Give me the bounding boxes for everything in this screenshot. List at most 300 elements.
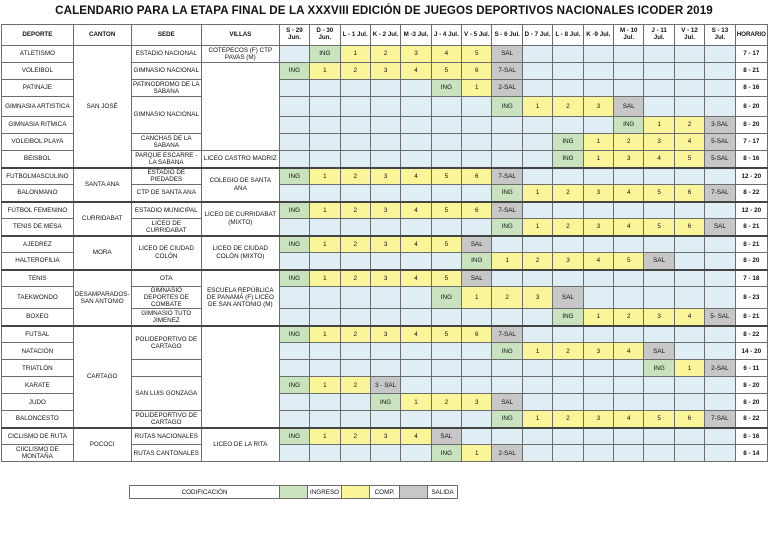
day-cell: 1 xyxy=(522,411,552,428)
canton-cell: SANTA ANA xyxy=(73,168,131,202)
day-cell: 4 xyxy=(401,202,431,219)
day-cell xyxy=(431,411,461,428)
day-cell xyxy=(583,117,613,134)
day-cell xyxy=(310,80,340,97)
day-cell: 4 xyxy=(401,236,431,253)
horario-cell: 12 - 20 xyxy=(735,202,767,219)
legend-comp-swatch xyxy=(342,486,370,499)
deporte-cell: TENIS DE MESA xyxy=(2,219,74,236)
day-cell xyxy=(340,309,370,326)
day-cell: 1 xyxy=(674,360,704,377)
day-cell xyxy=(492,428,522,445)
day-cell xyxy=(340,445,370,462)
day-cell xyxy=(705,377,735,394)
day-cell: 1 xyxy=(310,270,340,287)
day-cell xyxy=(370,80,400,97)
day-cell: ING xyxy=(462,253,492,270)
day-cell xyxy=(279,134,309,151)
day-cell: ING xyxy=(279,326,309,343)
header-day: V - 12 Jul. xyxy=(674,25,704,46)
day-cell xyxy=(705,270,735,287)
day-cell xyxy=(310,309,340,326)
day-cell xyxy=(310,185,340,202)
day-cell: ING xyxy=(310,46,340,63)
day-cell xyxy=(310,253,340,270)
deporte-cell: VOLEIBOL xyxy=(2,63,74,80)
header-canton: CANTON xyxy=(73,25,131,46)
day-cell xyxy=(522,428,552,445)
day-cell: 1 xyxy=(583,151,613,168)
deporte-cell: FÚTBOL FEMENINO xyxy=(2,202,74,219)
day-cell: 4 xyxy=(401,63,431,80)
day-cell: 3 xyxy=(614,151,644,168)
day-cell: 6 xyxy=(674,219,704,236)
day-cell xyxy=(674,377,704,394)
sede-cell: RUTAS CANTONALES xyxy=(131,445,201,462)
day-cell xyxy=(705,445,735,462)
day-cell xyxy=(492,360,522,377)
villa-cell: COTEPECOS (F) CTP PAVAS (M) xyxy=(201,46,279,63)
day-cell xyxy=(705,97,735,117)
villa-cell: ESCUELA REPÚBLICA DE PANAMÁ (F) LICEO DE SAN ANTONIO (M) xyxy=(201,270,279,326)
day-cell xyxy=(401,219,431,236)
day-cell xyxy=(674,97,704,117)
day-cell xyxy=(583,326,613,343)
day-cell: 5 xyxy=(614,253,644,270)
day-cell: 1 xyxy=(522,219,552,236)
day-cell xyxy=(310,411,340,428)
horario-cell: 8 - 20 xyxy=(735,117,767,134)
table-row xyxy=(2,168,768,185)
day-cell xyxy=(340,80,370,97)
day-cell: 5 xyxy=(644,185,674,202)
day-cell: ING xyxy=(553,309,583,326)
day-cell: 4 xyxy=(614,185,644,202)
day-cell: 4 xyxy=(674,309,704,326)
day-cell: 4 xyxy=(614,219,644,236)
day-cell: 4 xyxy=(401,428,431,445)
villa-cell: COLEGIO DE SANTA ANA xyxy=(201,168,279,202)
day-cell xyxy=(644,236,674,253)
deporte-cell: NATACIÓN xyxy=(2,343,74,360)
header-day: D - 7 Jul. xyxy=(522,25,552,46)
deporte-cell: TRIATLÓN xyxy=(2,360,74,377)
day-cell: 3-SAL xyxy=(705,117,735,134)
day-cell xyxy=(340,411,370,428)
day-cell xyxy=(644,428,674,445)
day-cell xyxy=(644,46,674,63)
day-cell: SAL xyxy=(705,219,735,236)
day-cell: 2 xyxy=(431,394,461,411)
day-cell xyxy=(583,168,613,185)
day-cell xyxy=(553,80,583,97)
day-cell: 4 xyxy=(431,46,461,63)
day-cell: 1 xyxy=(340,46,370,63)
day-cell: 5 xyxy=(431,63,461,80)
day-cell xyxy=(401,411,431,428)
legend-ingreso-swatch xyxy=(280,486,308,499)
day-cell: SAL xyxy=(462,236,492,253)
header-day: M -3 Jul. xyxy=(401,25,431,46)
day-cell: ING xyxy=(279,202,309,219)
sede-cell: PARQUE ESCARRE - LA SABANA xyxy=(131,151,201,168)
day-cell xyxy=(553,63,583,80)
day-cell xyxy=(401,151,431,168)
horario-cell: 8 - 16 xyxy=(735,80,767,97)
horario-cell: 8 - 20 xyxy=(735,394,767,411)
sede-cell: GIMNASIO TUTO JIMENEZ xyxy=(131,309,201,326)
day-cell xyxy=(492,151,522,168)
day-cell xyxy=(462,309,492,326)
day-cell xyxy=(370,97,400,117)
canton-cell: POCOCI xyxy=(73,428,131,462)
day-cell xyxy=(583,287,613,309)
day-cell xyxy=(462,360,492,377)
day-cell xyxy=(401,134,431,151)
day-cell: 5-SAL xyxy=(705,151,735,168)
day-cell xyxy=(705,287,735,309)
day-cell: 2 xyxy=(614,309,644,326)
horario-cell: 6 - 11 xyxy=(735,360,767,377)
day-cell: ING xyxy=(492,343,522,360)
horario-cell: 8 - 21 xyxy=(735,219,767,236)
day-cell xyxy=(279,80,309,97)
day-cell xyxy=(279,117,309,134)
deporte-cell: BALONCESTO xyxy=(2,411,74,428)
day-cell xyxy=(401,377,431,394)
day-cell: 3 xyxy=(370,168,400,185)
header-day: M - 10 Jul. xyxy=(614,25,644,46)
day-cell xyxy=(614,63,644,80)
day-cell: 2 xyxy=(553,97,583,117)
day-cell: 1 xyxy=(462,287,492,309)
legend-comp-label: COMP. xyxy=(370,486,400,499)
day-cell: ING xyxy=(431,287,461,309)
day-cell: ING xyxy=(431,445,461,462)
sede-cell xyxy=(131,360,201,377)
header-day: S - 13 Jul. xyxy=(705,25,735,46)
day-cell xyxy=(705,343,735,360)
day-cell xyxy=(614,46,644,63)
day-cell: 3 xyxy=(370,428,400,445)
day-cell xyxy=(522,445,552,462)
day-cell xyxy=(674,253,704,270)
day-cell: 1 xyxy=(401,394,431,411)
day-cell xyxy=(340,219,370,236)
day-cell: 7-SAL xyxy=(705,411,735,428)
day-cell: 2 xyxy=(614,134,644,151)
day-cell xyxy=(279,185,309,202)
header-day: S - 29 Jun. xyxy=(279,25,309,46)
day-cell: 3 xyxy=(583,411,613,428)
day-cell xyxy=(553,117,583,134)
day-cell xyxy=(705,326,735,343)
sede-cell: LICEO DE CURRIDABAT xyxy=(131,219,201,236)
day-cell xyxy=(310,134,340,151)
day-cell xyxy=(553,377,583,394)
day-cell xyxy=(431,151,461,168)
day-cell xyxy=(401,185,431,202)
day-cell: 5 xyxy=(431,326,461,343)
day-cell xyxy=(492,309,522,326)
day-cell xyxy=(401,117,431,134)
day-cell xyxy=(614,360,644,377)
day-cell xyxy=(553,168,583,185)
schedule-body xyxy=(2,46,768,462)
day-cell xyxy=(583,445,613,462)
sede-cell: RUTAS NACIONALES xyxy=(131,428,201,445)
day-cell: 3 xyxy=(462,394,492,411)
day-cell xyxy=(370,117,400,134)
day-cell: 4 xyxy=(674,134,704,151)
day-cell xyxy=(431,219,461,236)
day-cell xyxy=(644,377,674,394)
day-cell xyxy=(279,287,309,309)
day-cell xyxy=(705,428,735,445)
header-row xyxy=(2,25,768,46)
day-cell xyxy=(522,117,552,134)
day-cell: 1 xyxy=(310,326,340,343)
day-cell xyxy=(370,185,400,202)
header-deporte: DEPORTE xyxy=(2,25,74,46)
horario-cell: 14 - 20 xyxy=(735,343,767,360)
day-cell xyxy=(644,287,674,309)
deporte-cell: CICLISMO DE RUTA xyxy=(2,428,74,445)
day-cell: 6 xyxy=(674,411,704,428)
day-cell: 1 xyxy=(583,134,613,151)
villa-cell: LICEO DE LA RITA xyxy=(201,428,279,462)
schedule-table xyxy=(1,24,768,462)
day-cell xyxy=(553,326,583,343)
legend-salida-label: SALIDA xyxy=(428,486,458,499)
day-cell: 5 xyxy=(644,411,674,428)
day-cell: ING xyxy=(370,394,400,411)
legend xyxy=(129,485,458,499)
day-cell: 1 xyxy=(310,202,340,219)
day-cell xyxy=(279,219,309,236)
header-day: J - 4 Jul. xyxy=(431,25,461,46)
day-cell: 3 xyxy=(644,134,674,151)
day-cell xyxy=(462,151,492,168)
day-cell: ING xyxy=(279,377,309,394)
day-cell xyxy=(553,236,583,253)
day-cell: 7-SAL xyxy=(492,326,522,343)
day-cell xyxy=(401,287,431,309)
sede-cell: PATINODROMO DE LA SABANA xyxy=(132,80,200,95)
day-cell xyxy=(522,236,552,253)
day-cell xyxy=(614,287,644,309)
day-cell: 5 xyxy=(644,219,674,236)
header-day: S - 6 Jul. xyxy=(492,25,522,46)
day-cell: 5-SAL xyxy=(705,134,735,151)
day-cell: ING xyxy=(492,185,522,202)
day-cell: 3 xyxy=(553,253,583,270)
day-cell xyxy=(583,377,613,394)
horario-cell: 8 - 20 xyxy=(735,97,767,117)
header-day: D - 30 Jun. xyxy=(310,25,340,46)
horario-cell: 7 - 18 xyxy=(735,270,767,287)
day-cell: ING xyxy=(644,360,674,377)
day-cell xyxy=(705,63,735,80)
day-cell xyxy=(431,343,461,360)
day-cell: 5 xyxy=(674,151,704,168)
canton-cell: CURRIDABAT xyxy=(73,202,131,236)
day-cell xyxy=(340,343,370,360)
day-cell xyxy=(370,343,400,360)
day-cell xyxy=(370,151,400,168)
table-row xyxy=(2,428,768,445)
day-cell xyxy=(614,445,644,462)
day-cell: 3 xyxy=(370,202,400,219)
day-cell: 3 - SAL xyxy=(370,377,400,394)
day-cell: 2 xyxy=(340,428,370,445)
day-cell xyxy=(553,360,583,377)
villa-cell xyxy=(201,326,279,428)
day-cell xyxy=(370,287,400,309)
sede-cell: OTA xyxy=(131,270,201,287)
day-cell: SAL xyxy=(492,394,522,411)
horario-cell: 8 - 22 xyxy=(735,411,767,428)
day-cell: SAL xyxy=(614,97,644,117)
deporte-cell: ATLETISMO xyxy=(2,46,74,63)
day-cell xyxy=(674,343,704,360)
day-cell xyxy=(614,202,644,219)
deporte-cell: BEISBOL xyxy=(2,151,74,168)
day-cell xyxy=(674,202,704,219)
day-cell xyxy=(431,185,461,202)
day-cell xyxy=(340,394,370,411)
day-cell xyxy=(553,445,583,462)
day-cell: ING xyxy=(279,63,309,80)
sede-cell: ESTADIO MUNICIPAL xyxy=(131,202,201,219)
day-cell xyxy=(340,360,370,377)
day-cell xyxy=(431,309,461,326)
day-cell: 2-SAL xyxy=(705,360,735,377)
header-sede: SEDE xyxy=(131,25,201,46)
day-cell xyxy=(431,117,461,134)
villa-cell: LICEO DE CIUDAD COLÓN (MIXTO) xyxy=(201,236,279,270)
day-cell: 5 xyxy=(431,202,461,219)
day-cell xyxy=(492,134,522,151)
deporte-cell: BOXEO xyxy=(2,309,74,326)
day-cell xyxy=(462,185,492,202)
day-cell xyxy=(553,46,583,63)
day-cell xyxy=(522,377,552,394)
day-cell: 3 xyxy=(370,63,400,80)
day-cell: 1 xyxy=(310,63,340,80)
day-cell xyxy=(705,168,735,185)
sede-cell: ESTADIO DE PIEDADES xyxy=(131,168,201,185)
sede-cell: SAN LUIS GONZAGA xyxy=(131,377,201,411)
day-cell xyxy=(310,360,340,377)
day-cell xyxy=(279,309,309,326)
day-cell: 6 xyxy=(462,326,492,343)
day-cell: 6 xyxy=(462,202,492,219)
day-cell xyxy=(674,63,704,80)
horario-cell: 8 - 22 xyxy=(735,185,767,202)
deporte-cell: CIICLISMO DE MONTAÑA xyxy=(2,445,74,462)
canton-cell: SAN JOSÉ xyxy=(73,46,131,168)
horario-cell: 8 - 20 xyxy=(735,253,767,270)
day-cell xyxy=(614,377,644,394)
day-cell: 2 xyxy=(340,236,370,253)
canton-cell: CARTAGO xyxy=(73,326,131,428)
day-cell xyxy=(401,360,431,377)
day-cell: 4 xyxy=(644,151,674,168)
day-cell xyxy=(583,428,613,445)
day-cell xyxy=(401,309,431,326)
deporte-cell: JUDO xyxy=(2,394,74,411)
day-cell: 2 xyxy=(340,270,370,287)
villa-cell: LICEO CASTRO MADRIZ xyxy=(201,151,279,168)
canton-cell: DESAMPARADOS-SAN ANTONIO xyxy=(73,270,131,326)
day-cell xyxy=(401,253,431,270)
horario-cell: 12 - 20 xyxy=(735,168,767,185)
day-cell xyxy=(583,236,613,253)
day-cell xyxy=(310,117,340,134)
day-cell xyxy=(370,219,400,236)
day-cell: 5- SAL xyxy=(705,309,735,326)
day-cell: 1 xyxy=(583,309,613,326)
day-cell: 1 xyxy=(310,428,340,445)
day-cell xyxy=(370,309,400,326)
day-cell xyxy=(462,134,492,151)
day-cell xyxy=(705,236,735,253)
day-cell xyxy=(370,134,400,151)
sede-cell: POLIDEPORTIVO DE CARTAGO xyxy=(131,411,201,428)
horario-cell: 8 - 20 xyxy=(735,377,767,394)
day-cell: 7-SAL xyxy=(705,185,735,202)
day-cell xyxy=(644,202,674,219)
day-cell xyxy=(279,46,309,63)
day-cell xyxy=(431,134,461,151)
day-cell: 6 xyxy=(462,63,492,80)
day-cell xyxy=(674,236,704,253)
day-cell xyxy=(705,46,735,63)
horario-cell: 8 - 16 xyxy=(735,428,767,445)
day-cell: 2 xyxy=(370,46,400,63)
day-cell xyxy=(340,151,370,168)
day-cell: 2 xyxy=(340,63,370,80)
sede-cell: GIMNASIO DEPORTES DE COMBATE xyxy=(131,287,201,309)
day-cell xyxy=(614,80,644,97)
day-cell xyxy=(310,394,340,411)
day-cell xyxy=(644,270,674,287)
day-cell xyxy=(553,394,583,411)
day-cell: 2 xyxy=(340,326,370,343)
day-cell xyxy=(279,360,309,377)
day-cell xyxy=(401,80,431,97)
day-cell: 2-SAL xyxy=(492,445,522,462)
day-cell: 3 xyxy=(583,343,613,360)
day-cell xyxy=(553,270,583,287)
day-cell: 1 xyxy=(310,377,340,394)
day-cell: 1 xyxy=(462,445,492,462)
day-cell: 2 xyxy=(553,185,583,202)
day-cell xyxy=(310,219,340,236)
day-cell: ING xyxy=(431,80,461,97)
sede-cell: GIMNASIO NACIONAL xyxy=(131,97,201,134)
day-cell xyxy=(583,360,613,377)
day-cell: ING xyxy=(553,151,583,168)
day-cell xyxy=(431,377,461,394)
day-cell xyxy=(431,97,461,117)
sede-cell: CANCHAS DE LA SABANA xyxy=(131,134,201,151)
day-cell: 3 xyxy=(583,97,613,117)
deporte-cell: GIMNASIA RITMICA xyxy=(2,117,74,134)
day-cell xyxy=(492,377,522,394)
day-cell xyxy=(370,253,400,270)
